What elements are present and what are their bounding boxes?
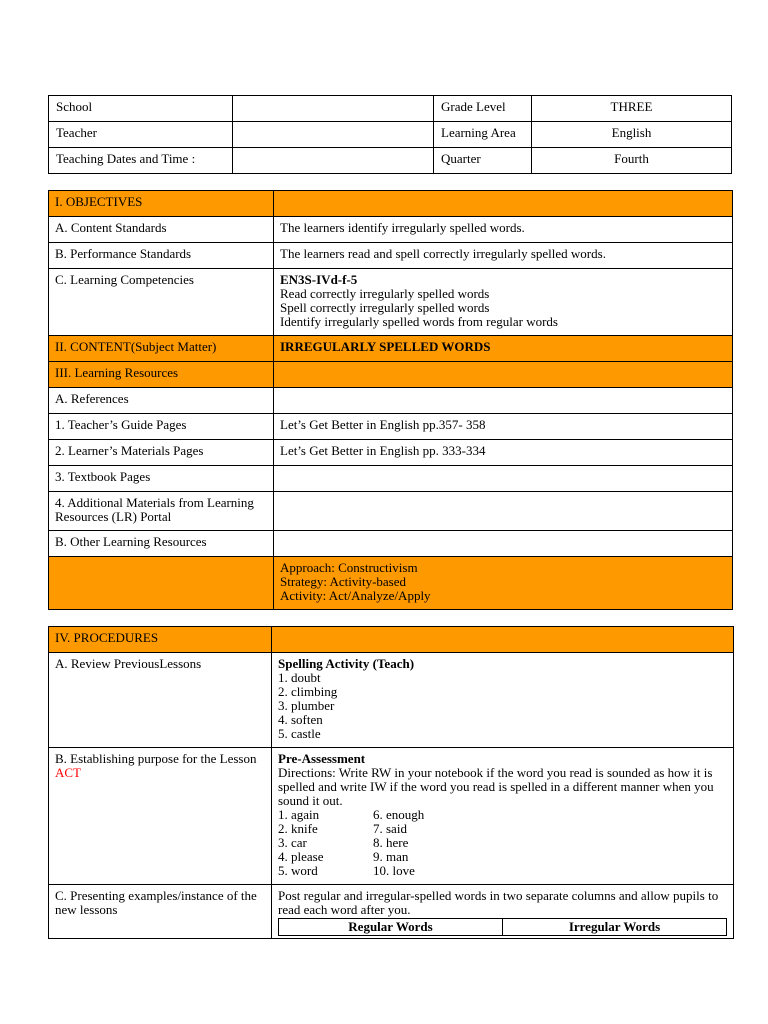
procedures-title: IV. PROCEDURES xyxy=(49,627,272,653)
word-item: 1. again xyxy=(278,807,320,822)
content-value: IRREGULARLY SPELLED WORDS xyxy=(274,336,733,362)
learning-resources-title: III. Learning Resources xyxy=(49,362,274,388)
word-item: 6. enough xyxy=(373,807,425,822)
irregular-words-header: Irregular Words xyxy=(503,919,727,936)
word-item: 9. man xyxy=(373,849,409,864)
content-standards-label: A. Content Standards xyxy=(49,217,274,243)
references-blank xyxy=(274,388,733,414)
teaching-dates-value xyxy=(233,148,434,174)
purpose-tag: ACT xyxy=(55,765,81,780)
grade-level-value: THREE xyxy=(532,96,732,122)
words-columns-header xyxy=(279,919,727,936)
references-label: A. References xyxy=(49,388,274,414)
performance-standards-row xyxy=(49,243,733,269)
word-item: 10. love xyxy=(373,863,415,878)
review-heading: Spelling Activity (Teach) xyxy=(278,656,415,671)
teachers-guide-label: 1. Teacher’s Guide Pages xyxy=(49,414,274,440)
review-label: A. Review PreviousLessons xyxy=(49,653,272,748)
competency-item: Identify irregularly spelled words from regular words xyxy=(280,314,558,329)
review-row xyxy=(49,653,734,748)
word-item: 4. please xyxy=(278,849,324,864)
word-pair xyxy=(278,822,727,836)
other-resources-label: B. Other Learning Resources xyxy=(49,531,274,557)
grade-level-label: Grade Level xyxy=(434,96,532,122)
word-item: 3. car xyxy=(278,835,307,850)
approach-label-blank xyxy=(49,557,274,610)
purpose-label-cell xyxy=(49,748,272,885)
examples-value xyxy=(272,885,734,939)
teachers-guide-row xyxy=(49,414,733,440)
objectives-title-blank xyxy=(274,191,733,217)
other-resources-row xyxy=(49,531,733,557)
content-row xyxy=(49,336,733,362)
procedures-table xyxy=(48,626,734,939)
word-pair xyxy=(278,864,727,878)
quarter-label: Quarter xyxy=(434,148,532,174)
learning-area-value: English xyxy=(532,122,732,148)
learning-area-label: Learning Area xyxy=(434,122,532,148)
header-table xyxy=(48,95,732,174)
approach-value xyxy=(274,557,733,610)
purpose-row xyxy=(49,748,734,885)
objectives-table xyxy=(48,190,733,610)
purpose-value xyxy=(272,748,734,885)
teacher-value xyxy=(233,122,434,148)
additional-materials-label: 4. Additional Materials from Learning Resources (LR) Portal xyxy=(49,492,274,531)
school-value xyxy=(233,96,434,122)
word-item: 5. word xyxy=(278,863,318,878)
performance-standards-label: B. Performance Standards xyxy=(49,243,274,269)
textbook-label: 3. Textbook Pages xyxy=(49,466,274,492)
review-value xyxy=(272,653,734,748)
examples-row xyxy=(49,885,734,939)
examples-text: Post regular and irregular-spelled words in two separate columns and allow pupils to read each word after you. xyxy=(278,888,719,917)
teaching-dates-label: Teaching Dates and Time : xyxy=(49,148,233,174)
review-item: 4. soften xyxy=(278,712,323,727)
procedures-title-blank xyxy=(272,627,734,653)
competency-code: EN3S-IVd-f-5 xyxy=(280,272,358,287)
additional-materials-value xyxy=(274,492,733,531)
quarter-value: Fourth xyxy=(532,148,732,174)
word-item: 2. knife xyxy=(278,821,318,836)
content-standards-row xyxy=(49,217,733,243)
word-item: 8. here xyxy=(373,835,409,850)
purpose-heading: Pre-Assessment xyxy=(278,751,366,766)
learning-resources-row xyxy=(49,362,733,388)
textbook-row xyxy=(49,466,733,492)
examples-label: C. Presenting examples/instance of the new lessons xyxy=(49,885,272,939)
word-pair xyxy=(278,808,727,822)
word-pair xyxy=(278,850,727,864)
review-item: 2. climbing xyxy=(278,684,338,699)
activity-text: Activity: Act/Analyze/Apply xyxy=(280,588,431,603)
learning-competencies-row xyxy=(49,269,733,336)
word-item: 7. said xyxy=(373,821,407,836)
content-standards-value: The learners identify irregularly spelled words. xyxy=(274,217,733,243)
review-item: 1. doubt xyxy=(278,670,321,685)
content-label: II. CONTENT(Subject Matter) xyxy=(49,336,274,362)
learners-materials-label: 2. Learner’s Materials Pages xyxy=(49,440,274,466)
purpose-label: B. Establishing purpose for the Lesson xyxy=(55,751,257,766)
words-columns-table xyxy=(278,918,727,936)
header-row-teacher xyxy=(49,122,732,148)
school-label: School xyxy=(49,96,233,122)
learners-materials-value: Let’s Get Better in English pp. 333-334 xyxy=(274,440,733,466)
procedures-header-row xyxy=(49,627,734,653)
regular-words-header: Regular Words xyxy=(279,919,503,936)
learning-resources-blank xyxy=(274,362,733,388)
additional-materials-row xyxy=(49,492,733,531)
objectives-header-row xyxy=(49,191,733,217)
learners-materials-row xyxy=(49,440,733,466)
performance-standards-value: The learners read and spell correctly irregularly spelled words. xyxy=(274,243,733,269)
objectives-title: I. OBJECTIVES xyxy=(49,191,274,217)
learning-competencies-label: C. Learning Competencies xyxy=(49,269,274,336)
strategy-text: Strategy: Activity-based xyxy=(280,574,407,589)
review-item: 5. castle xyxy=(278,726,321,741)
purpose-directions: Directions: Write RW in your notebook if the word you read is sounded as how it is spelled and write IW if the word you read is spelled in a different manner when you sound it out. xyxy=(278,765,714,808)
teacher-label: Teacher xyxy=(49,122,233,148)
teachers-guide-value: Let’s Get Better in English pp.357- 358 xyxy=(274,414,733,440)
approach-row xyxy=(49,557,733,610)
approach-text: Approach: Constructivism xyxy=(280,560,418,575)
references-row xyxy=(49,388,733,414)
competency-item: Read correctly irregularly spelled words xyxy=(280,286,490,301)
review-item: 3. plumber xyxy=(278,698,335,713)
word-pair xyxy=(278,836,727,850)
header-row-dates xyxy=(49,148,732,174)
textbook-value xyxy=(274,466,733,492)
learning-competencies-value xyxy=(274,269,733,336)
other-resources-value xyxy=(274,531,733,557)
header-row-school xyxy=(49,96,732,122)
competency-item: Spell correctly irregularly spelled words xyxy=(280,300,490,315)
